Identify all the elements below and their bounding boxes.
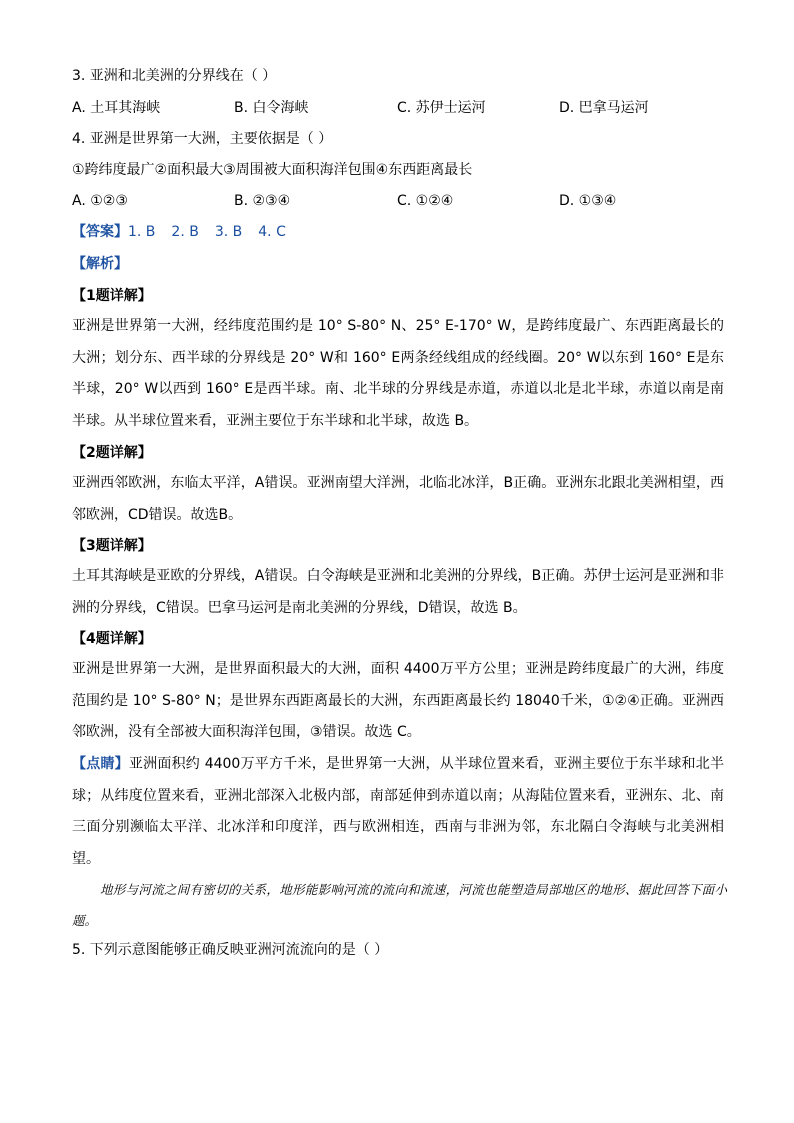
question-3-option-a: A. 土耳其海峡 [72,100,161,116]
note-paragraph [72,749,724,875]
detail-4-text: 亚洲是世界第一大洲，是世界面积最大的大洲，面积 4400万平方公里；亚洲是跨纬度最广的大洲，纬度范围约是 10° S-80° N；是世界东西距离最长的大洲，东西距离最长约 18040千米，①②④正确。亚洲西邻欧洲，没有全部被大面积海洋包围，③错误。故选 C。 [72,661,724,740]
answer-row [72,222,302,242]
group-intro: 地形与河流之间有密切的关系，地形能影响河流的流向和流速，河流也能塑造局部地区的地形、据此回答下面小题。 [72,882,727,928]
question-4-option-d: D. ①③④ [559,193,617,209]
detail-2-heading: 【2题详解】 [72,445,152,461]
note-text: 亚洲面积约 4400万平方千米，是世界第一大洲，从半球位置来看，亚洲主要位于东半球和北半球；从纬度位置来看，亚洲北部深入北极内部，南部延伸到赤道以南；从海陆位置来看，亚洲东、北、南三面分别濒临太平洋、北冰洋和印度洋，西与欧洲相连，西南与非洲为邻，东北隔白令海峡与北美洲相望。 [72,756,725,867]
detail-1-text: 亚洲是世界第一大洲，经纬度范围约是 10° S-80° N、25° E-170° W，是跨纬度最广、东西距离最长的大洲；划分东、西半球的分界线是 20° W和 160° E两条经线组成的经线圈。20° W以东到 160° E是东半球，20° W以西到 160° E是西半球。南、北半球的分界线是赤道，赤道以北是北半球，赤道以南是南半球。从半球位置来看，亚洲主要位于东半球和北半球，故选 B。 [72,318,724,429]
question-4-option-c: C. ①②④ [397,193,454,209]
answer-item-3: 3. B [214,224,243,240]
question-4-option-a: A. ①②③ [72,193,128,209]
detail-2-text: 亚洲西邻欧洲，东临太平洋，A错误。亚洲南望大洋洲，北临北冰洋，B正确。亚洲东北跟北美洲相望，西邻欧洲，CD错误。故选B。 [72,475,724,523]
question-3-option-c: C. 苏伊士运河 [397,100,486,116]
detail-1-heading: 【1题详解】 [72,288,152,304]
question-4-statement: ①跨纬度最广②面积最大③周围被大面积海洋包围④东西距离最长 [72,162,473,178]
question-4-stem: 4. 亚洲是世界第一大洲，主要依据是（ ） [72,131,333,147]
question-3-option-b: B. 白令海峡 [234,100,309,116]
detail-3-text: 土耳其海峡是亚欧的分界线，A错误。白令海峡是亚洲和北美洲的分界线，B正确。苏伊士运河是亚洲和非洲的分界线，C错误。巴拿马运河是南北美洲的分界线，D错误，故选 B。 [72,568,724,616]
question-5-stem: 5. 下列示意图能够正确反映亚洲河流流向的是（ ） [72,942,389,958]
answer-item-1: 1. B [128,224,156,240]
detail-3-heading: 【3题详解】 [72,538,152,554]
answer-label: 【答案】 [72,224,128,240]
answer-item-4: 4. C [258,224,286,240]
detail-4-heading: 【4题详解】 [72,631,152,647]
question-3-option-d: D. 巴拿马运河 [559,100,649,116]
question-3-stem: 3. 亚洲和北美洲的分界线在（ ） [72,68,277,84]
note-label: 【点睛】 [72,756,129,772]
question-4-option-b: B. ②③④ [234,193,291,209]
answer-item-2: 2. B [171,224,199,240]
analysis-label: 【解析】 [72,256,128,272]
